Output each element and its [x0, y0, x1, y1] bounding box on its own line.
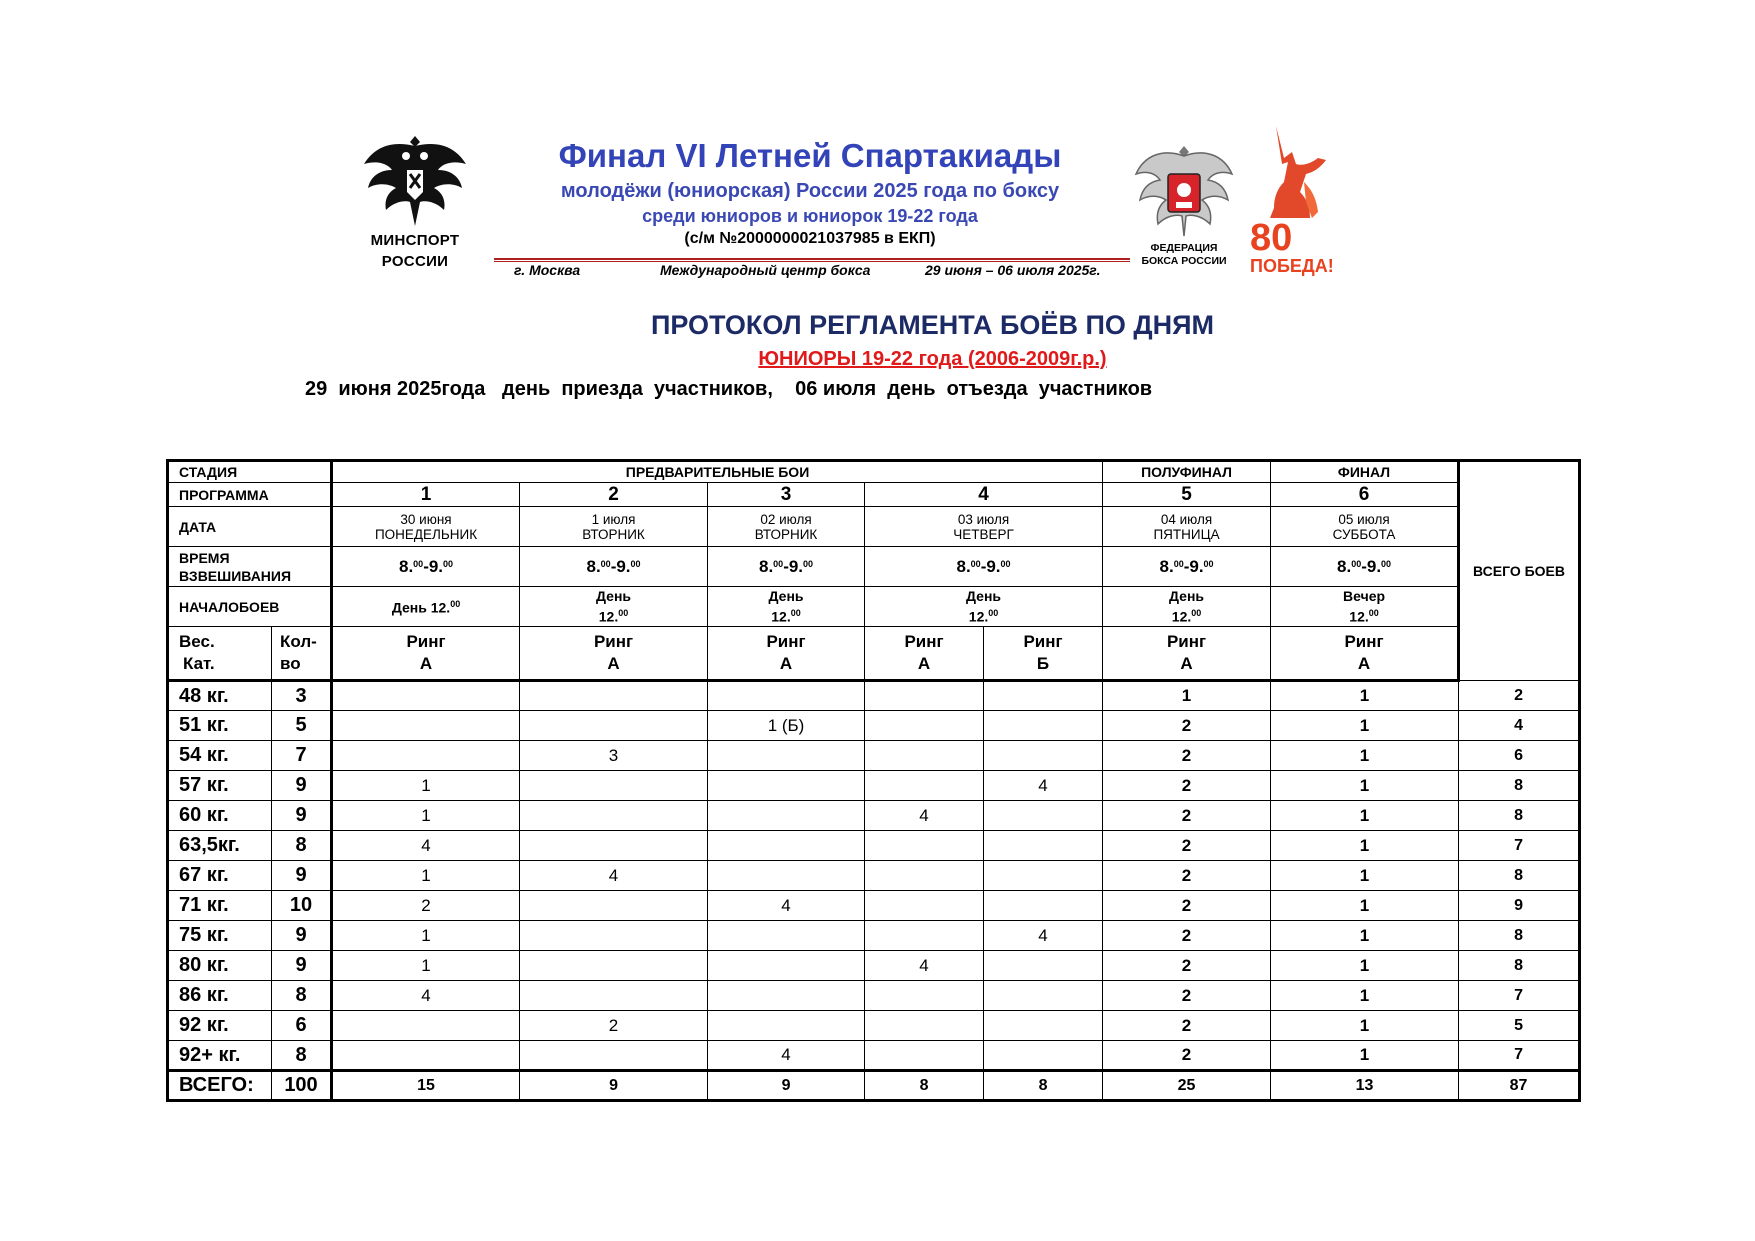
bouts-cell: 1 [332, 771, 520, 801]
motherland-statue-icon [1248, 122, 1336, 278]
federation-label-1: ФЕДЕРАЦИЯ [1150, 242, 1218, 254]
bouts-cell: 1 [1271, 921, 1459, 951]
weight-category: 48 кг. [168, 681, 272, 711]
ring-header: Ринг А [520, 627, 708, 681]
bouts-cell: 2 [1103, 1041, 1271, 1071]
bouts-cell [865, 1041, 984, 1071]
ring-header: Ринг Б [984, 627, 1103, 681]
weight-row [168, 861, 1580, 891]
bouts-cell: 1 [1271, 1011, 1459, 1041]
bouts-cell [865, 741, 984, 771]
start-row [168, 587, 1580, 627]
pobeda-number: 80 [1250, 217, 1293, 259]
bouts-cell: 2 [1103, 741, 1271, 771]
start-label: НАЧАЛОБОЕВ [168, 587, 332, 627]
bouts-cell [984, 711, 1103, 741]
row-total: 8 [1459, 801, 1580, 831]
bouts-cell [984, 1041, 1103, 1071]
date-cell [332, 507, 520, 547]
bouts-cell: 2 [1103, 861, 1271, 891]
total-cell: 13 [1271, 1071, 1459, 1101]
start-time: День 12.00 [1103, 587, 1271, 627]
start-time: День 12.00 [865, 587, 1103, 627]
bouts-cell [865, 891, 984, 921]
bouts-cell: 4 [332, 981, 520, 1011]
date-value: 04 июля [1160, 511, 1213, 527]
row-total: 9 [1459, 891, 1580, 921]
ring-header: Ринг А [332, 627, 520, 681]
bouts-cell: 2 [1103, 801, 1271, 831]
bouts-cell [332, 741, 520, 771]
row-total: 8 [1459, 771, 1580, 801]
total-cell: 15 [332, 1071, 520, 1101]
weight-category: 63,5кг. [168, 831, 272, 861]
bouts-cell [984, 861, 1103, 891]
weigh-time: 8.00-9.00 [332, 547, 520, 587]
weight-category: 92+ кг. [168, 1041, 272, 1071]
bouts-cell: 1 [1271, 891, 1459, 921]
grand-total: 87 [1459, 1071, 1580, 1101]
totals-label: ВСЕГО: [168, 1071, 272, 1101]
participant-count: 9 [272, 951, 332, 981]
row-total: 6 [1459, 741, 1580, 771]
event-city: г. Москва [514, 262, 581, 278]
weight-category-header: Вес. Кат. [168, 627, 272, 681]
pobeda-word: ПОБЕДА! [1250, 256, 1334, 276]
bouts-cell [865, 1011, 984, 1041]
weight-row [168, 681, 1580, 711]
row-total: 4 [1459, 711, 1580, 741]
date-cell [865, 507, 1103, 547]
program-row [168, 483, 1580, 507]
participant-count: 9 [272, 861, 332, 891]
bouts-cell [984, 951, 1103, 981]
bouts-cell: 1 [1271, 951, 1459, 981]
weight-row [168, 711, 1580, 741]
total-cell: 9 [708, 1071, 865, 1101]
weekday-value: СУББОТА [1332, 526, 1396, 542]
weight-row [168, 1041, 1580, 1071]
bouts-cell: 4 [332, 831, 520, 861]
row-total: 5 [1459, 1011, 1580, 1041]
bouts-cell [865, 831, 984, 861]
stage-row [168, 461, 1580, 483]
date-value: 1 июля [591, 511, 636, 527]
federation-label-2: БОКСА РОССИИ [1141, 255, 1227, 267]
bouts-cell [984, 831, 1103, 861]
weight-category: 51 кг. [168, 711, 272, 741]
row-total: 2 [1459, 681, 1580, 711]
bouts-cell [708, 861, 865, 891]
stage-label: СТАДИЯ [168, 461, 332, 483]
date-cell [1103, 507, 1271, 547]
program-4: 4 [865, 483, 1103, 507]
date-value: 02 июля [760, 511, 812, 527]
event-venue: Международный центр бокса [660, 262, 871, 278]
bouts-cell [520, 891, 708, 921]
event-title: Финал VI Летней Спартакиады [558, 137, 1062, 174]
participant-count: 10 [272, 891, 332, 921]
bouts-cell: 1 [1271, 681, 1459, 711]
bouts-cell [332, 1011, 520, 1041]
total-cell: 8 [865, 1071, 984, 1101]
bouts-cell: 1 [1271, 771, 1459, 801]
pobeda-logo [1248, 122, 1336, 278]
start-time: Вечер 12.00 [1271, 587, 1459, 627]
bouts-cell [708, 921, 865, 951]
weight-category: 75 кг. [168, 921, 272, 951]
bouts-cell: 1 [1271, 831, 1459, 861]
bouts-cell [984, 801, 1103, 831]
bouts-cell: 4 [984, 771, 1103, 801]
weekday-value: ВТОРНИК [754, 526, 818, 542]
weight-row [168, 771, 1580, 801]
program-3: 3 [708, 483, 865, 507]
row-total: 7 [1459, 981, 1580, 1011]
bouts-cell: 4 [865, 801, 984, 831]
doc-subtitle: ЮНИОРЫ 19-22 года (2006-2009г.р.) [758, 348, 1107, 370]
bouts-cell: 2 [1103, 921, 1271, 951]
participant-count: 9 [272, 921, 332, 951]
totals-row [168, 1071, 1580, 1101]
bouts-cell: 2 [1103, 981, 1271, 1011]
stage-semi: ПОЛУФИНАЛ [1103, 461, 1271, 483]
ring-header: Ринг А [1271, 627, 1459, 681]
total-cell: 8 [984, 1071, 1103, 1101]
event-code: (с/м №2000000021037985 в ЕКП) [684, 230, 936, 247]
bouts-cell [520, 771, 708, 801]
bouts-cell [520, 981, 708, 1011]
start-time: День 12.00 [332, 587, 520, 627]
weight-row [168, 831, 1580, 861]
participant-count: 8 [272, 831, 332, 861]
bouts-cell [865, 681, 984, 711]
bouts-cell: 2 [1103, 771, 1271, 801]
bouts-cell [865, 981, 984, 1011]
bouts-cell [520, 681, 708, 711]
bouts-cell: 2 [1103, 711, 1271, 741]
bouts-cell [332, 681, 520, 711]
weigh-row [168, 547, 1580, 587]
weight-row [168, 921, 1580, 951]
date-label: ДАТА [168, 507, 332, 547]
weigh-time: 8.00-9.00 [520, 547, 708, 587]
program-label: ПРОГРАММА [168, 483, 332, 507]
ring-header: Ринг А [1103, 627, 1271, 681]
weight-row [168, 981, 1580, 1011]
event-line3: среди юниоров и юниорок 19-22 года [642, 206, 978, 226]
event-header [490, 136, 1130, 250]
bouts-cell: 1 [1271, 711, 1459, 741]
weight-row [168, 1011, 1580, 1041]
ring-header: Ринг А [708, 627, 865, 681]
bouts-cell [984, 981, 1103, 1011]
bouts-cell: 1 [332, 801, 520, 831]
bouts-cell: 1 [332, 861, 520, 891]
bouts-cell: 1 [1271, 1041, 1459, 1071]
participant-count: 3 [272, 681, 332, 711]
bouts-cell [520, 831, 708, 861]
bouts-cell [520, 711, 708, 741]
bouts-cell: 2 [1103, 891, 1271, 921]
minsport-label-2: РОССИИ [381, 253, 449, 270]
bouts-cell [865, 771, 984, 801]
ring-header: Ринг А [865, 627, 984, 681]
program-6: 6 [1271, 483, 1459, 507]
date-row [168, 507, 1580, 547]
weekday-value: ВТОРНИК [582, 526, 645, 542]
bouts-cell: 4 [984, 921, 1103, 951]
weigh-time: 8.00-9.00 [1271, 547, 1459, 587]
program-1: 1 [332, 483, 520, 507]
bouts-cell: 4 [708, 891, 865, 921]
start-time: День 12.00 [520, 587, 708, 627]
totals-count: 100 [272, 1071, 332, 1101]
bouts-cell [332, 711, 520, 741]
date-value: 30 июня [400, 511, 452, 527]
weight-row [168, 951, 1580, 981]
date-cell [1271, 507, 1459, 547]
count-header: Кол- во [272, 627, 332, 681]
weigh-time: 8.00-9.00 [708, 547, 865, 587]
bouts-cell [865, 861, 984, 891]
bouts-cell: 1 [1271, 861, 1459, 891]
row-total: 8 [1459, 951, 1580, 981]
bouts-cell [865, 711, 984, 741]
participant-count: 6 [272, 1011, 332, 1041]
bouts-cell [984, 1011, 1103, 1041]
weigh-time: 8.00-9.00 [1103, 547, 1271, 587]
ring-row [168, 627, 1580, 681]
participant-count: 5 [272, 711, 332, 741]
doc-title: ПРОТОКОЛ РЕГЛАМЕНТА БОЁВ ПО ДНЯМ [650, 310, 1215, 340]
total-cell: 25 [1103, 1071, 1271, 1101]
program-5: 5 [1103, 483, 1271, 507]
weekday-value: ПОНЕДЕЛЬНИК [374, 526, 478, 542]
bouts-cell: 4 [520, 861, 708, 891]
minsport-label-1: МИНСПОРТ [370, 232, 460, 249]
row-total: 7 [1459, 1041, 1580, 1071]
date-cell [520, 507, 708, 547]
weekday-value: ПЯТНИЦА [1153, 526, 1220, 542]
weight-row [168, 741, 1580, 771]
stage-prelim: ПРЕДВАРИТЕЛЬНЫЕ БОИ [332, 461, 1103, 483]
total-cell: 9 [520, 1071, 708, 1101]
bouts-cell [865, 921, 984, 951]
event-dates: 29 июня – 06 июля 2025г. [925, 262, 1101, 278]
federation-emblem-icon [1132, 138, 1236, 242]
participant-count: 9 [272, 801, 332, 831]
participant-count: 9 [272, 771, 332, 801]
bouts-cell: 2 [332, 891, 520, 921]
event-line2: молодёжи (юниорская) России 2025 года по боксу [560, 180, 1060, 202]
weigh-time: 8.00-9.00 [865, 547, 1103, 587]
weight-category: 92 кг. [168, 1011, 272, 1041]
bouts-cell: 2 [1103, 831, 1271, 861]
program-2: 2 [520, 483, 708, 507]
bouts-cell [520, 801, 708, 831]
bouts-cell [708, 801, 865, 831]
weight-category: 54 кг. [168, 741, 272, 771]
weight-row [168, 801, 1580, 831]
weight-category: 67 кг. [168, 861, 272, 891]
bouts-cell [520, 951, 708, 981]
federation-logo [1124, 138, 1244, 274]
bouts-cell: 4 [865, 951, 984, 981]
schedule-table [166, 459, 1581, 1102]
bouts-cell [708, 1011, 865, 1041]
weight-category: 80 кг. [168, 951, 272, 981]
weight-category: 86 кг. [168, 981, 272, 1011]
row-total: 8 [1459, 861, 1580, 891]
bouts-cell: 1 [1103, 681, 1271, 711]
weight-category: 60 кг. [168, 801, 272, 831]
bouts-cell [708, 741, 865, 771]
bouts-cell [332, 1041, 520, 1071]
bouts-cell: 1 (Б) [708, 711, 865, 741]
weekday-value: ЧЕТВЕРГ [953, 526, 1014, 542]
arrival-departure-note: 29 июня 2025года день приезда участников, 06 июля день отъезда участников [305, 378, 1153, 400]
bouts-cell: 2 [520, 1011, 708, 1041]
bouts-cell [984, 741, 1103, 771]
bouts-cell: 2 [1103, 951, 1271, 981]
bouts-cell: 1 [1271, 741, 1459, 771]
bouts-cell [984, 681, 1103, 711]
bouts-cell [520, 1041, 708, 1071]
bouts-cell [708, 981, 865, 1011]
bouts-cell [708, 681, 865, 711]
total-bouts-label: ВСЕГО БОЕВ [1459, 461, 1580, 681]
participant-count: 8 [272, 981, 332, 1011]
bouts-cell [708, 771, 865, 801]
row-total: 8 [1459, 921, 1580, 951]
bouts-cell: 1 [332, 921, 520, 951]
date-value: 03 июля [957, 511, 1010, 527]
bouts-cell: 1 [1271, 981, 1459, 1011]
bouts-cell: 1 [332, 951, 520, 981]
weight-row [168, 891, 1580, 921]
row-total: 7 [1459, 831, 1580, 861]
participant-count: 7 [272, 741, 332, 771]
bouts-cell [984, 891, 1103, 921]
stage-final: ФИНАЛ [1271, 461, 1459, 483]
start-time: День 12.00 [708, 587, 865, 627]
weigh-label: ВРЕМЯ ВЗВЕШИВАНИЯ [168, 547, 332, 587]
bouts-cell [708, 951, 865, 981]
weight-category: 57 кг. [168, 771, 272, 801]
bouts-cell: 3 [520, 741, 708, 771]
weight-category: 71 кг. [168, 891, 272, 921]
date-cell [708, 507, 865, 547]
bouts-cell [520, 921, 708, 951]
minsport-logo [352, 130, 478, 286]
bouts-cell: 2 [1103, 1011, 1271, 1041]
bouts-cell [708, 831, 865, 861]
date-value: 05 июля [1338, 511, 1390, 527]
participant-count: 8 [272, 1041, 332, 1071]
bouts-cell: 1 [1271, 801, 1459, 831]
eagle-emblem-icon [360, 130, 470, 230]
bouts-cell: 4 [708, 1041, 865, 1071]
